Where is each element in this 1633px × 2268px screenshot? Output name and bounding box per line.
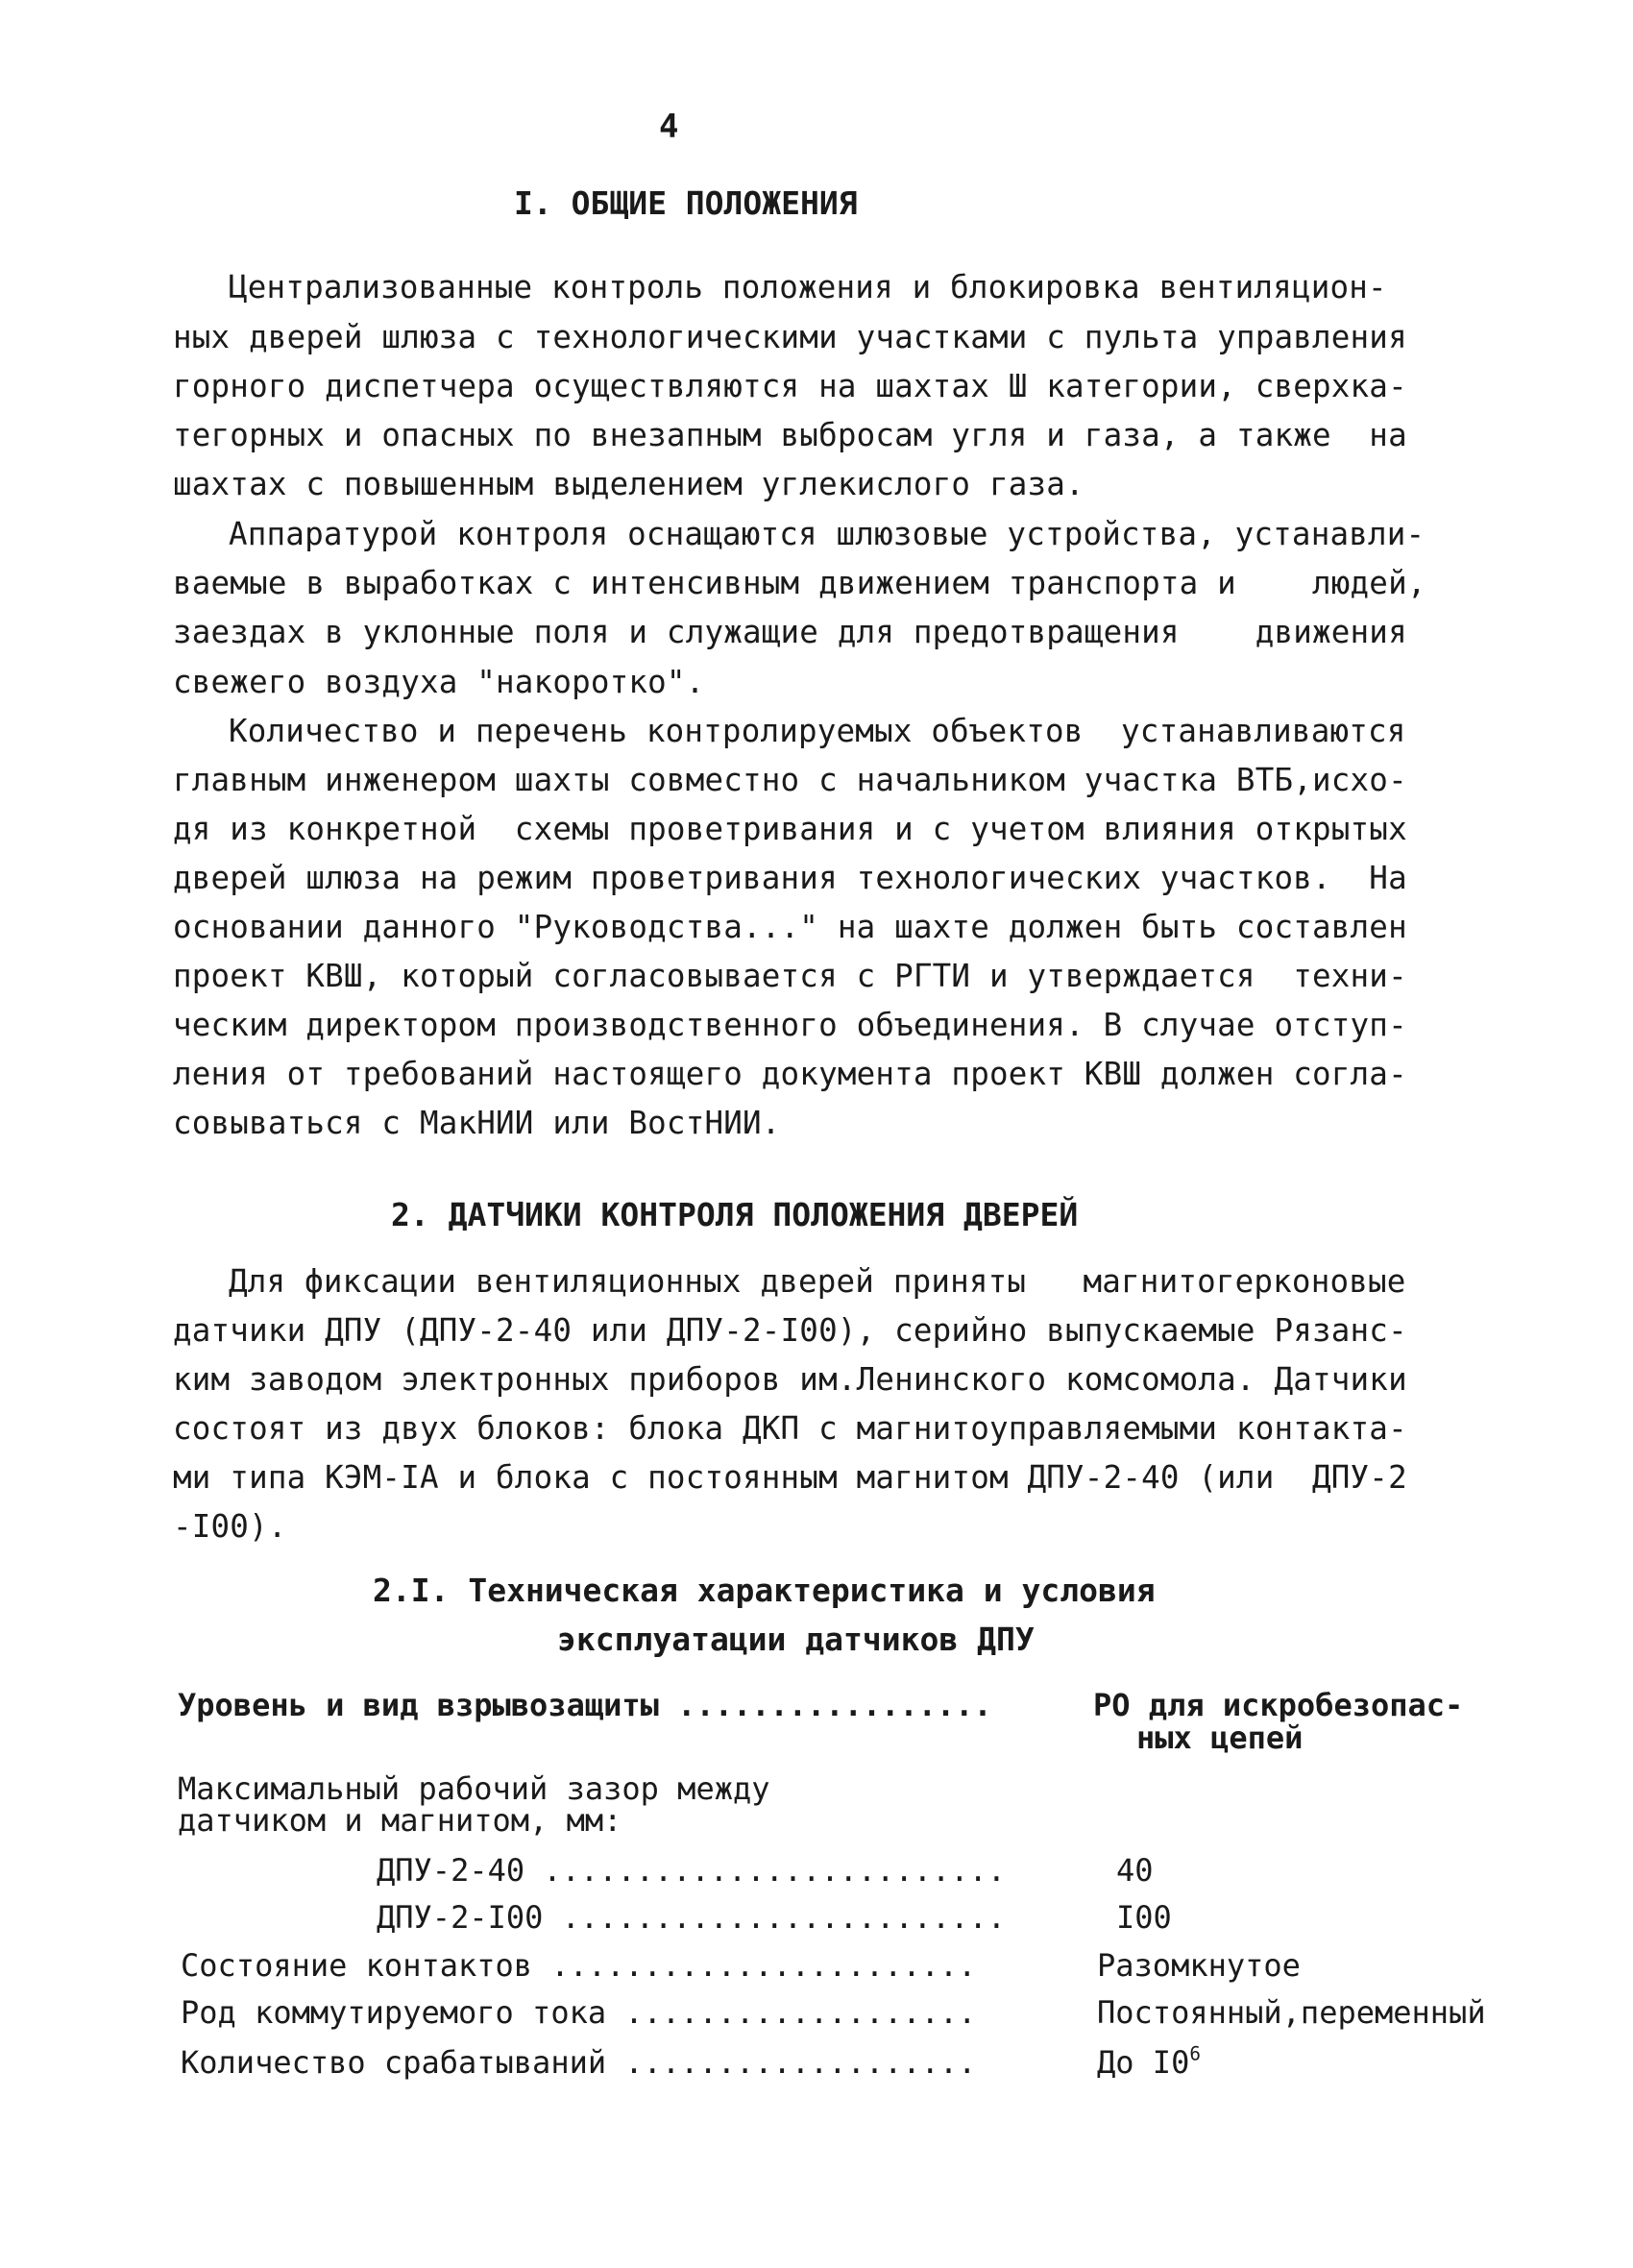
spec-value: Разомкнутое: [1097, 1947, 1301, 1984]
spec-value-exponent: 6: [1189, 2042, 1201, 2065]
subsection-heading: 2.I. Техническая характеристика и условия: [373, 1572, 1156, 1609]
spec-label: Максимальный рабочий зазор между: [178, 1770, 770, 1807]
spec-value: [1097, 2044, 1201, 2081]
text-line: ления от требований настоящего документа проект КВШ должен согла-: [173, 1056, 1407, 1092]
text-line: дверей шлюза на режим проветривания технологических участков. На: [173, 860, 1407, 896]
text-line: ким заводом электронных приборов им.Ленинского комсомола. Датчики: [173, 1361, 1407, 1398]
spec-label: Состояние контактов .......................: [181, 1947, 977, 1984]
spec-label: Уровень и вид взрывозащиты .................: [178, 1687, 992, 1723]
text-line: проект КВШ, который согласовывается с РГТИ и утверждается техни-: [173, 958, 1407, 994]
spec-label: Род коммутируемого тока ...................: [181, 1994, 977, 2031]
spec-label: ДПУ-2-40 .........................: [377, 1852, 1007, 1889]
text-line: свежего воздуха "накоротко".: [173, 664, 705, 700]
spec-value: ных цепей: [1136, 1719, 1304, 1756]
text-line: Аппаратурой контроля оснащаются шлюзовые устройства, устанавли-: [229, 516, 1426, 552]
text-line: -I00).: [173, 1508, 287, 1545]
text-line: ческим директором производственного объединения. В случае отступ-: [173, 1007, 1407, 1043]
spec-label: ДПУ-2-I00 ........................: [377, 1899, 1007, 1936]
text-line: шахтах с повышенным выделением углекислого газа.: [173, 466, 1085, 502]
spec-value: I00: [1116, 1899, 1172, 1936]
text-line: главным инженером шахты совместно с начальником участка ВТБ,исхо-: [173, 762, 1407, 798]
spec-value: РО для искробезопас-: [1093, 1687, 1464, 1723]
text-line: горного диспетчера осуществляются на шахтах Ш категории, сверхка-: [173, 368, 1407, 404]
spec-label: датчиком и магнитом, мм:: [178, 1802, 622, 1839]
text-line: Количество и перечень контролируемых объектов устанавливаются: [229, 713, 1406, 749]
text-line: дя из конкретной схемы проветривания и с учетом влияния открытых: [173, 811, 1407, 847]
text-line: ных дверей шлюза с технологическими участками с пульта управления: [173, 319, 1407, 355]
text-line: ваемые в выработках с интенсивным движением транспорта и людей,: [173, 565, 1426, 601]
text-line: Централизованные контроль положения и блокировка вентиляцион-: [229, 269, 1387, 305]
spec-value: 40: [1116, 1852, 1154, 1889]
spec-label: Количество срабатываний ...................: [181, 2044, 977, 2081]
text-line: совываться с МакНИИ или ВостНИИ.: [173, 1105, 781, 1141]
text-line: состоят из двух блоков: блока ДКП с магнитоуправляемыми контакта-: [173, 1410, 1407, 1447]
spec-value-base: До I0: [1097, 2044, 1190, 2081]
text-line: ми типа КЭМ-IА и блока с постоянным магнитом ДПУ-2-40 (или ДПУ-2: [173, 1459, 1407, 1496]
subsection-heading: эксплуатации датчиков ДПУ: [557, 1621, 1035, 1658]
text-line: датчики ДПУ (ДПУ-2-40 или ДПУ-2-I00), серийно выпускаемые Рязанс-: [173, 1312, 1407, 1349]
text-line: тегорных и опасных по внезапным выбросам угля и газа, а также на: [173, 417, 1407, 453]
page-number: 4: [659, 108, 679, 146]
text-line: Для фиксации вентиляционных дверей приняты магнитогерконовые: [229, 1263, 1406, 1300]
spec-value: Постоянный,переменный: [1097, 1994, 1486, 2031]
text-line: заездах в уклонные поля и служащие для предотвращения движения: [173, 614, 1407, 650]
section-1-heading: I. ОБЩИЕ ПОЛОЖЕНИЯ: [514, 184, 858, 222]
text-line: основании данного "Руководства..." на шахте должен быть составлен: [173, 909, 1407, 945]
section-2-heading: 2. ДАТЧИКИ КОНТРОЛЯ ПОЛОЖЕНИЯ ДВЕРЕЙ: [391, 1196, 1079, 1233]
